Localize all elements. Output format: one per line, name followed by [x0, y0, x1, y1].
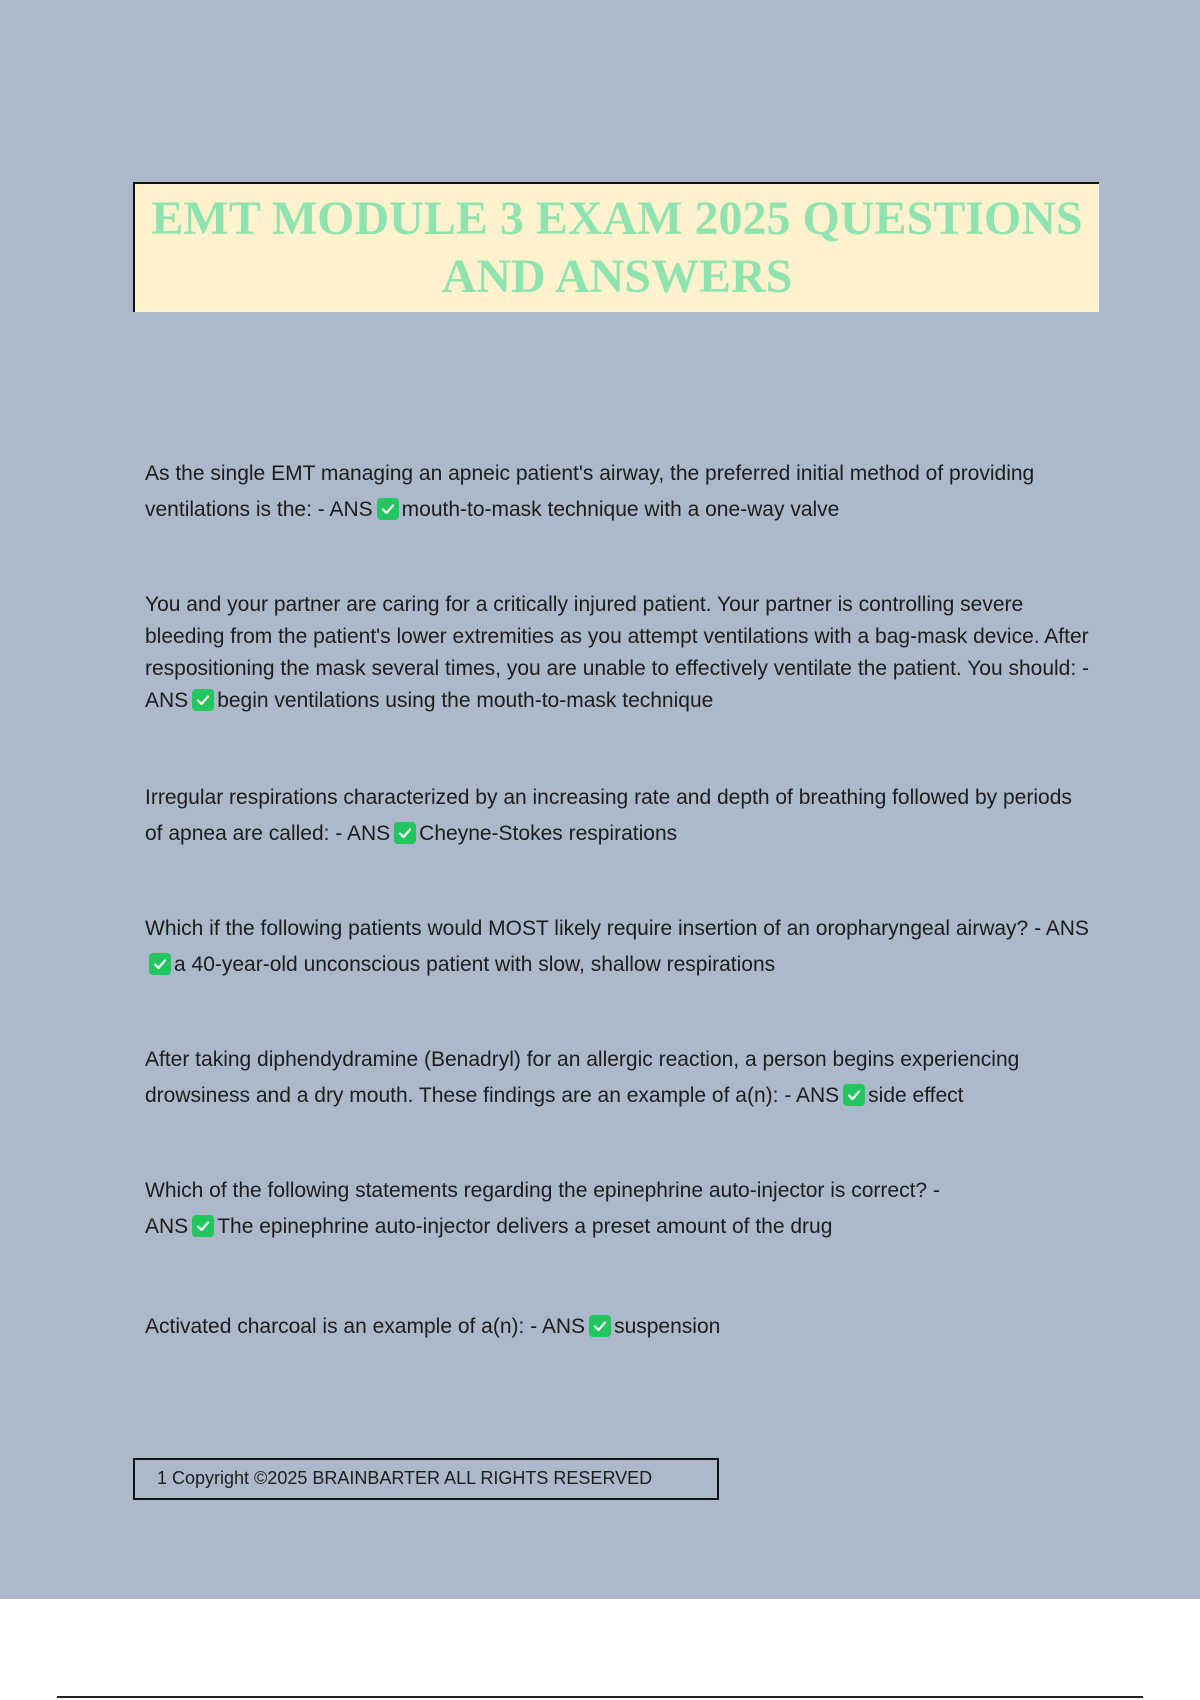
answer-text: a 40-year-old unconscious patient with slow, shallow respirations: [174, 953, 776, 976]
question-text: After taking diphendydramine (Benadryl) for an allergic reaction, a person begins experiencing drowsiness and a dry mouth. These findings are an example of a(n):: [145, 1048, 1020, 1107]
question-text: Activated charcoal is an example of a(n):: [145, 1315, 525, 1338]
check-icon: [394, 822, 416, 844]
title-line-1: EMT MODULE 3 EXAM 2025 QUESTIONS: [151, 192, 1083, 245]
qa-item: [145, 456, 1095, 528]
qa-item: [145, 780, 1095, 852]
answer-marker: ANS: [145, 1215, 189, 1238]
question-text: As the single EMT managing an apneic patient's airway, the preferred initial method of providing ventilations is the:: [145, 462, 1035, 521]
answer-marker: - ANS: [317, 498, 373, 521]
question-text: Which if the following patients would MOST likely require insertion of an oropharyngeal airway?: [145, 917, 1029, 940]
question-text: You and your partner are caring for a critically injured patient. Your partner is controlling severe bleeding from the patient's lower extremities as you attempt ventilations with a bag-mask device. After respositioning the mask several times, you are unable to effectively ventilate the patient. You should:: [145, 593, 1089, 680]
check-icon: [589, 1315, 611, 1337]
qa-item: [145, 911, 1095, 983]
qa-item: [145, 1309, 1095, 1345]
answer-marker: - ANS: [1034, 917, 1089, 940]
answer-marker: - ANS: [145, 657, 1090, 712]
answer-marker: - ANS: [335, 822, 391, 845]
question-text: Which of the following statements regarding the epinephrine auto-injector is correct? -: [145, 1179, 940, 1202]
answer-text: side effect: [868, 1084, 964, 1107]
answer-text: Cheyne-Stokes respirations: [419, 822, 678, 845]
check-icon: [192, 1215, 214, 1237]
qa-item: [145, 1173, 1095, 1245]
answer-text: mouth-to-mask technique with a one-way valve: [401, 498, 840, 521]
answer-marker: - ANS: [530, 1315, 586, 1338]
answer-marker: - ANS: [784, 1084, 840, 1107]
check-icon: [377, 498, 399, 520]
copyright-footer: 1 Copyright ©2025 BRAINBARTER ALL RIGHTS RESERVED: [133, 1458, 719, 1500]
check-icon: [843, 1084, 865, 1106]
question-text: Irregular respirations characterized by an increasing rate and depth of breathing followed by periods of apnea are called:: [145, 786, 1072, 845]
page-divider: [57, 1696, 1143, 1698]
check-icon: [192, 689, 214, 711]
check-icon: [149, 953, 171, 975]
qa-item: [145, 589, 1095, 717]
answer-text: The epinephrine auto-injector delivers a preset amount of the drug: [217, 1215, 833, 1238]
title-banner: [133, 182, 1099, 312]
title-line-2: AND ANSWERS: [441, 250, 793, 303]
answer-text: suspension: [614, 1315, 721, 1338]
answer-text: begin ventilations using the mouth-to-mask technique: [217, 689, 714, 712]
qa-item: [145, 1042, 1095, 1114]
